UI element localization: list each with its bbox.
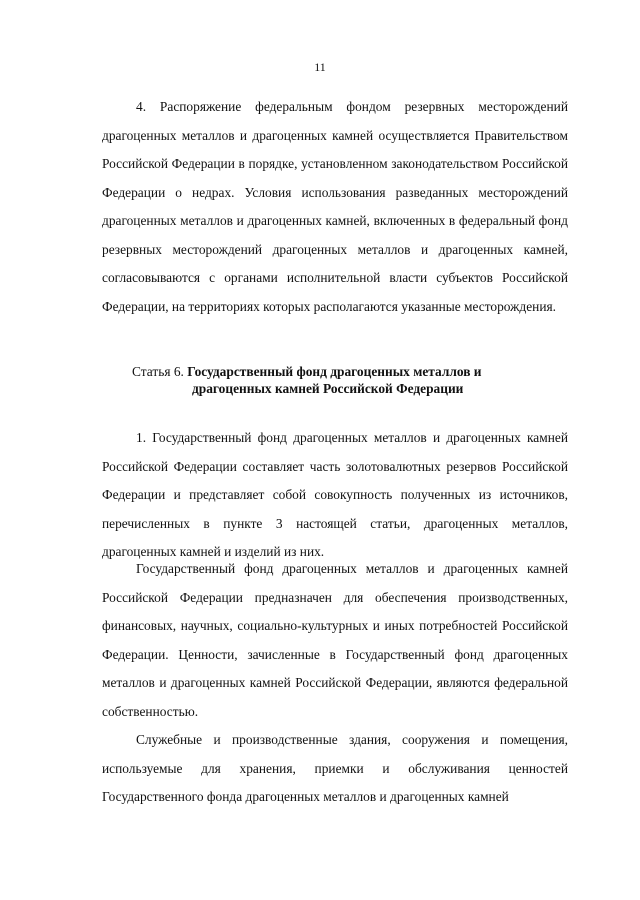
page-number: 11: [314, 60, 326, 74]
paragraph-article6-item-1: 1. Государственный фонд драгоценных металлов и драгоценных камней Российской Федерации составляет часть золотовалютных резервов Российской Федерации и представляет собой совокупность полученных из источников, перечисленных в пункте 3 настоящей статьи, драгоценных металлов, драгоценных камней и изделий из них.: [102, 430, 568, 559]
article-title-line-2: драгоценных камней Российской Федерации: [192, 381, 464, 396]
article-title-line-1: Государственный фонд драгоценных металлов и: [187, 364, 482, 379]
paragraph-article6-purpose: Государственный фонд драгоценных металлов и драгоценных камней Российской Федерации предназначен для обеспечения производственных, финансовых, научных, социально-культурных и иных потребностей Российской Федерации. Ценности, зачисленные в Государственный фонд драгоценных металлов и драгоценных камней Российской Федерации, являются федеральной собственностью.: [102, 561, 568, 719]
paragraph-item-4: 4. Распоряжение федеральным фондом резервных месторождений драгоценных металлов и драгоценных камней осуществляется Правительством Российской Федерации в порядке, установленном законодательством Российской Федерации о недрах. Условия использования разведанных месторождений драгоценных металлов и драгоценных камней, включенных в федеральный фонд резервных месторождений драгоценных металлов и драгоценных камней, согласовываются с органами исполнительной власти субъектов Российской Федерации, на территориях которых располагаются указанные месторождения.: [102, 99, 568, 314]
article-heading-line-1: [132, 363, 482, 380]
article-label: Статья 6.: [132, 364, 184, 379]
paragraph-article6-buildings: Служебные и производственные здания, сооружения и помещения, используемые для хранения, приемки и обслуживания ценностей Государственного фонда драгоценных металлов и драгоценных камней: [102, 732, 568, 804]
